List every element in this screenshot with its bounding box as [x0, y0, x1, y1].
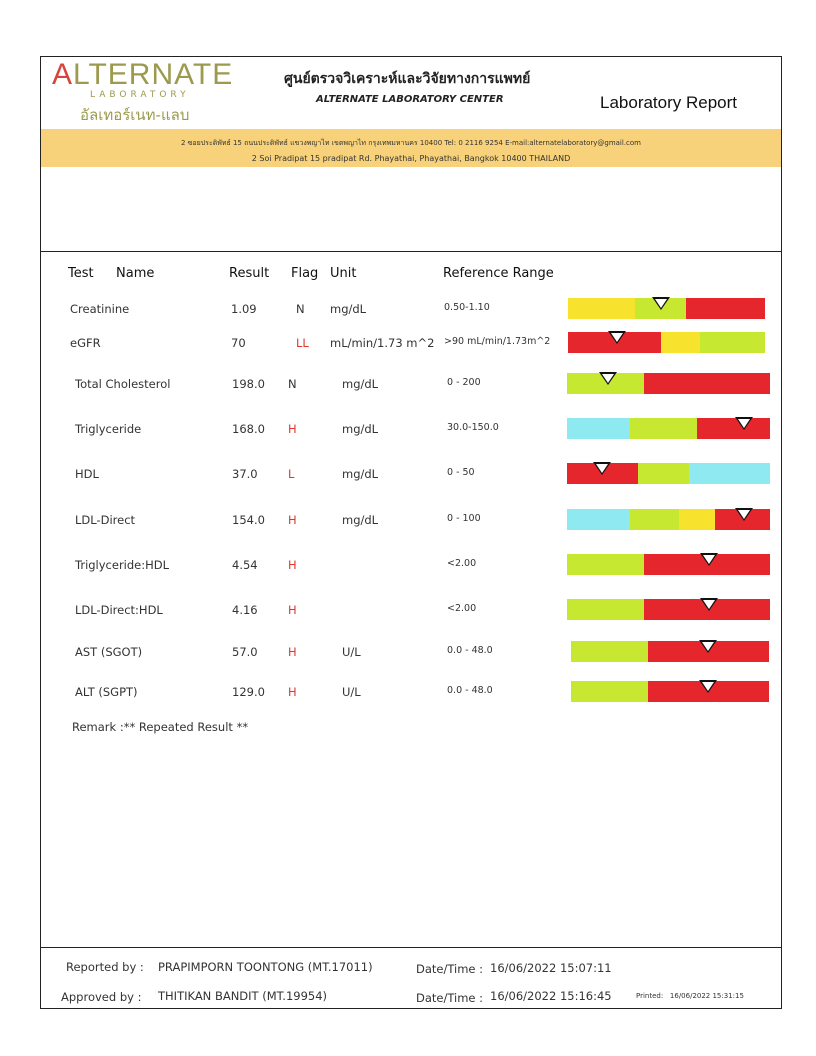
- test-name: Total Cholesterol: [75, 377, 171, 391]
- reported-by-name: PRAPIMPORN TOONTONG (MT.17011): [158, 960, 373, 974]
- test-reference-range: <2.00: [447, 603, 477, 614]
- range-segment-lime: [571, 681, 648, 702]
- range-bar: [567, 599, 770, 620]
- test-result: 4.54: [232, 558, 258, 572]
- range-bar: [567, 418, 770, 439]
- test-reference-range: 0.0 - 48.0: [447, 645, 493, 656]
- test-result: 1.09: [231, 302, 257, 316]
- table-row: [0, 554, 816, 578]
- report-title: Laboratory Report: [600, 93, 738, 112]
- table-row: [0, 332, 816, 356]
- table-row: [0, 298, 816, 322]
- range-bar: [567, 554, 770, 575]
- test-name: HDL: [75, 467, 99, 481]
- approved-datetime: 16/06/2022 15:16:45: [490, 989, 612, 1003]
- range-segment-lime: [638, 463, 689, 484]
- test-name: eGFR: [70, 336, 101, 350]
- test-flag: LL: [296, 336, 309, 350]
- test-unit: mL/min/1.73 m^2: [330, 336, 435, 350]
- test-result: 154.0: [232, 513, 265, 527]
- col-reference: Reference Range: [443, 266, 554, 281]
- test-reference-range: 0.50-1.10: [444, 302, 490, 313]
- test-flag: H: [288, 558, 297, 572]
- range-segment-lime: [567, 599, 644, 620]
- logo-text: [52, 60, 262, 90]
- result-marker-icon: [608, 331, 626, 344]
- test-result: 37.0: [232, 467, 258, 481]
- table-row: [0, 418, 816, 442]
- test-unit: mg/dL: [342, 377, 379, 391]
- test-reference-range: 0 - 100: [447, 513, 481, 524]
- range-bar: [567, 373, 770, 394]
- test-flag: N: [296, 302, 305, 316]
- result-marker-icon: [599, 372, 617, 385]
- lab-logo: [52, 60, 262, 127]
- range-bar: [571, 681, 769, 702]
- test-name: Triglyceride: [75, 422, 142, 436]
- result-marker-icon: [735, 417, 753, 430]
- test-result: 4.16: [232, 603, 258, 617]
- reported-datetime-label: Date/Time :: [416, 962, 484, 976]
- col-result: Result: [229, 266, 270, 281]
- range-segment-red: [644, 373, 770, 394]
- test-unit: mg/dL: [342, 422, 379, 436]
- test-result: 198.0: [232, 377, 265, 391]
- range-segment-cyan: [689, 463, 770, 484]
- range-bar: [568, 332, 765, 353]
- test-flag: H: [288, 422, 297, 436]
- test-flag: H: [288, 603, 297, 617]
- col-name: Name: [116, 266, 155, 281]
- test-name: Creatinine: [70, 302, 130, 316]
- table-row: [0, 509, 816, 533]
- test-unit: mg/dL: [342, 467, 379, 481]
- test-reference-range: <2.00: [447, 558, 477, 569]
- test-name: LDL-Direct:HDL: [75, 603, 163, 617]
- table-row: [0, 599, 816, 623]
- header-divider: [41, 251, 781, 252]
- range-segment-lime: [567, 554, 644, 575]
- range-segment-red: [686, 298, 765, 319]
- range-bar: [567, 509, 770, 530]
- center-name-en: ALTERNATE LABORATORY CENTER: [316, 94, 504, 105]
- test-flag: H: [288, 645, 297, 659]
- table-row: [0, 373, 816, 397]
- test-name: LDL-Direct: [75, 513, 136, 527]
- table-row: [0, 463, 816, 487]
- range-segment-lime: [571, 641, 648, 662]
- address-thai: 2 ซอยประดิพัทธ์ 15 ถนนประดิพัทธ์ แขวงพญาไท เขตพญาไท กรุงเทพมหานคร 10400 Tel: 0 2116 9254 E-mail:alternatelaboratory@gmail.com: [181, 139, 641, 147]
- test-name: Triglyceride:HDL: [75, 558, 170, 572]
- test-flag: H: [288, 685, 297, 699]
- test-flag: N: [288, 377, 297, 391]
- printed-label: Printed:: [636, 992, 664, 1000]
- test-result: 168.0: [232, 422, 265, 436]
- test-unit: mg/dL: [330, 302, 367, 316]
- range-segment-cyan: [567, 509, 630, 530]
- range-segment-lime: [700, 332, 765, 353]
- test-flag: L: [288, 467, 295, 481]
- range-segment-cyan: [567, 418, 630, 439]
- test-result: 57.0: [232, 645, 258, 659]
- logo-subtitle: LABORATORY: [90, 90, 190, 100]
- result-marker-icon: [700, 598, 718, 611]
- test-unit: U/L: [342, 685, 361, 699]
- col-test: Test: [68, 266, 94, 281]
- remark: Remark :** Repeated Result **: [72, 720, 249, 734]
- test-name: ALT (SGPT): [75, 685, 138, 699]
- footer-divider: [41, 947, 781, 948]
- center-name-thai: ศูนย์ตรวจวิเคราะห์และวิจัยทางการแพทย์: [284, 71, 531, 87]
- range-segment-lime: [630, 509, 679, 530]
- test-result: 70: [231, 336, 246, 350]
- reported-by-label: Reported by :: [66, 960, 144, 974]
- logo-thai: อัลเทอร์เนท-แลบ: [80, 106, 190, 124]
- range-segment-yellow: [661, 332, 700, 353]
- reported-datetime: 16/06/2022 15:07:11: [490, 961, 612, 975]
- address-band: [41, 129, 781, 167]
- test-result: 129.0: [232, 685, 265, 699]
- result-marker-icon: [652, 297, 670, 310]
- printed-stamp: [636, 992, 744, 1000]
- result-marker-icon: [735, 508, 753, 521]
- test-unit: mg/dL: [342, 513, 379, 527]
- range-segment-lime: [630, 418, 697, 439]
- approved-by-name: THITIKAN BANDIT (MT.19954): [158, 989, 328, 1003]
- col-flag: Flag: [291, 266, 319, 281]
- table-row: [0, 681, 816, 705]
- test-reference-range: 30.0-150.0: [447, 422, 499, 433]
- col-unit: Unit: [330, 266, 357, 281]
- result-marker-icon: [593, 462, 611, 475]
- test-reference-range: >90 mL/min/1.73m^2: [444, 336, 551, 347]
- printed-datetime: 16/06/2022 15:31:15: [669, 992, 744, 1000]
- approved-by-label: Approved by :: [61, 990, 142, 1004]
- test-flag: H: [288, 513, 297, 527]
- range-bar: [571, 641, 769, 662]
- table-row: [0, 641, 816, 665]
- range-segment-red: [697, 418, 770, 439]
- range-bar: [567, 463, 770, 484]
- test-reference-range: 0 - 200: [447, 377, 481, 388]
- range-bar: [568, 298, 765, 319]
- range-segment-yellow: [568, 298, 635, 319]
- logo-wordmark: LTERNATE: [73, 58, 234, 91]
- test-reference-range: 0.0 - 48.0: [447, 685, 493, 696]
- logo-mark-icon: A: [52, 58, 74, 91]
- result-marker-icon: [699, 640, 717, 653]
- address-en: 2 Soi Pradipat 15 pradipat Rd. Phayathai, Phayathai, Bangkok 10400 THAILAND: [251, 154, 571, 163]
- test-reference-range: 0 - 50: [447, 467, 475, 478]
- result-marker-icon: [700, 553, 718, 566]
- result-marker-icon: [699, 680, 717, 693]
- test-name: AST (SGOT): [75, 645, 143, 659]
- test-unit: U/L: [342, 645, 361, 659]
- approved-datetime-label: Date/Time :: [416, 991, 484, 1005]
- range-segment-yellow: [679, 509, 716, 530]
